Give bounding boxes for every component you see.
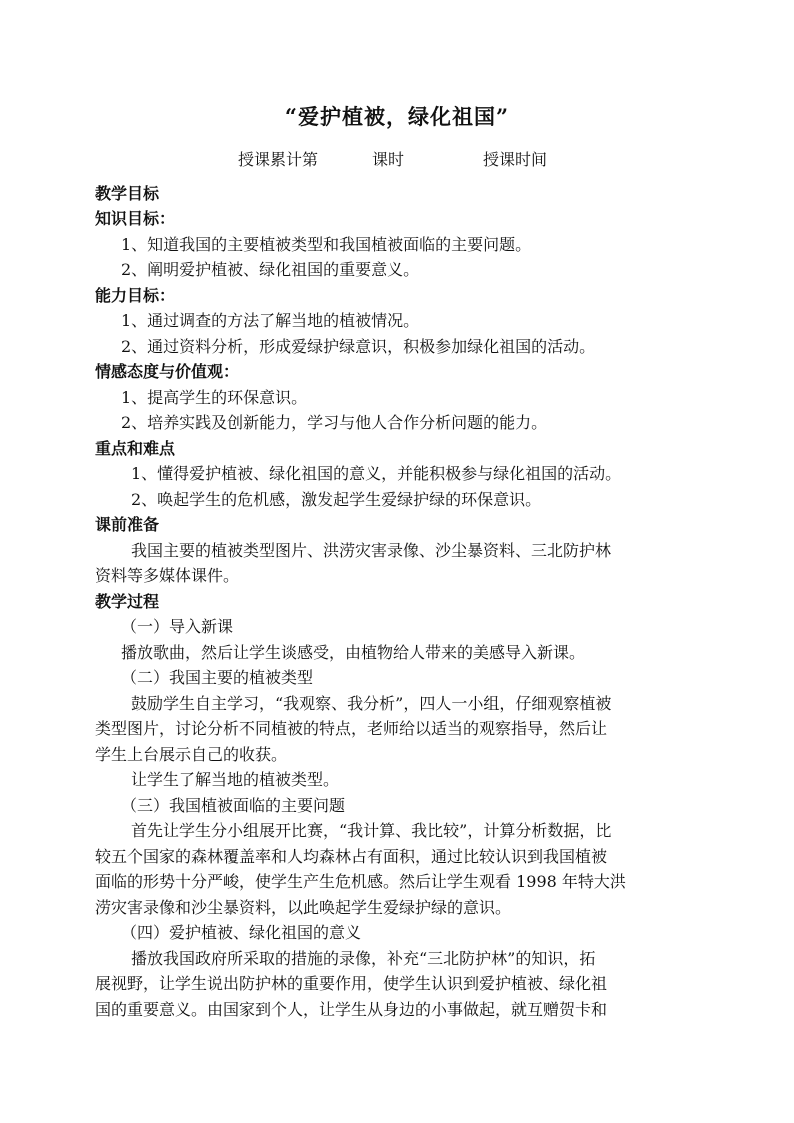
section-2-text-2: 类型图片，讨论分析不同植被的特点，老师给以适当的观察指导，然后让: [95, 719, 608, 738]
section-2-heading: （二）我国主要的植被类型: [121, 668, 314, 687]
heading-preparation: 课前准备: [95, 515, 160, 534]
heading-teaching-process: 教学过程: [95, 592, 160, 611]
section-4-text-2: 展视野，让学生说出防护林的重要作用，使学生认识到爱护植被、绿化祖: [95, 974, 608, 993]
section-3-text-4: 涝灾害录像和沙尘暴资料，以此唤起学生爱绿护绿的意识。: [95, 898, 512, 917]
knowledge-goal-1: 1、知道我国的主要植被类型和我国植被面临的主要问题。: [121, 235, 532, 254]
section-1-heading: （一）导入新课: [121, 617, 234, 636]
section-4-text-3: 国的重要意义。由国家到个人，让学生从身边的小事做起，就互赠贺卡和: [95, 1000, 608, 1019]
lesson-count-label: 授课累计第: [238, 150, 319, 169]
ability-goal-1: 1、通过调查的方法了解当地的植被情况。: [121, 311, 420, 330]
lesson-info-line: [0, 147, 794, 171]
heading-key-points: 重点和难点: [95, 439, 176, 458]
section-3-text-2: 较五个国家的森林覆盖率和人均森林占有面积，通过比较认识到我国植被: [95, 847, 608, 866]
section-2-text-1: 鼓励学生自主学习，“我观察、我分析”，四人一小组，仔细观察植被: [131, 694, 612, 713]
section-3-text-3: 面临的形势十分严峻，使学生产生危机感。然后让学生观看 1998 年特大洪: [95, 872, 626, 891]
section-2-text-4: 让学生了解当地的植被类型。: [131, 770, 340, 789]
attitude-goal-1: 1、提高学生的环保意识。: [121, 388, 308, 407]
knowledge-goal-2: 2、阐明爱护植被、绿化祖国的重要意义。: [121, 260, 420, 279]
section-3-text-1: 首先让学生分小组展开比赛，“我计算、我比较”，计算分析数据，比: [131, 821, 612, 840]
lesson-time-label: 授课时间: [483, 150, 548, 169]
key-point-1: 1、懂得爱护植被、绿化祖国的意义，并能积极参与绿化祖国的活动。: [131, 464, 622, 483]
section-4-text-1: 播放我国政府所采取的措施的录像，补充“三北防护林”的知识，拓: [131, 949, 596, 968]
key-point-2: 2、唤起学生的危机感，激发起学生爱绿护绿的环保意识。: [131, 490, 542, 509]
heading-ability-goals: 能力目标：: [95, 286, 176, 305]
ability-goal-2: 2、通过资料分析，形成爱绿护绿意识，积极参加绿化祖国的活动。: [121, 337, 596, 356]
document-title: “爱护植被，绿化祖国”: [284, 104, 510, 129]
preparation-text-2: 资料等多媒体课件。: [95, 566, 240, 585]
heading-teaching-goals: 教学目标: [95, 184, 160, 203]
section-2-text-3: 学生上台展示自己的收获。: [95, 745, 288, 764]
class-hour-label: 课时: [372, 150, 405, 169]
section-4-heading: （四）爱护植被、绿化祖国的意义: [121, 923, 362, 942]
heading-attitude-values: 情感态度与价值观：: [95, 362, 240, 381]
section-1-text: 播放歌曲，然后让学生谈感受，由植物给人带来的美感导入新课。: [121, 643, 586, 662]
section-3-heading: （三）我国植被面临的主要问题: [121, 796, 346, 815]
heading-knowledge-goals: 知识目标：: [95, 209, 176, 228]
attitude-goal-2: 2、培养实践及创新能力，学习与他人合作分析问题的能力。: [121, 413, 548, 432]
preparation-text-1: 我国主要的植被类型图片、洪涝灾害录像、沙尘暴资料、三北防护林: [131, 541, 612, 560]
